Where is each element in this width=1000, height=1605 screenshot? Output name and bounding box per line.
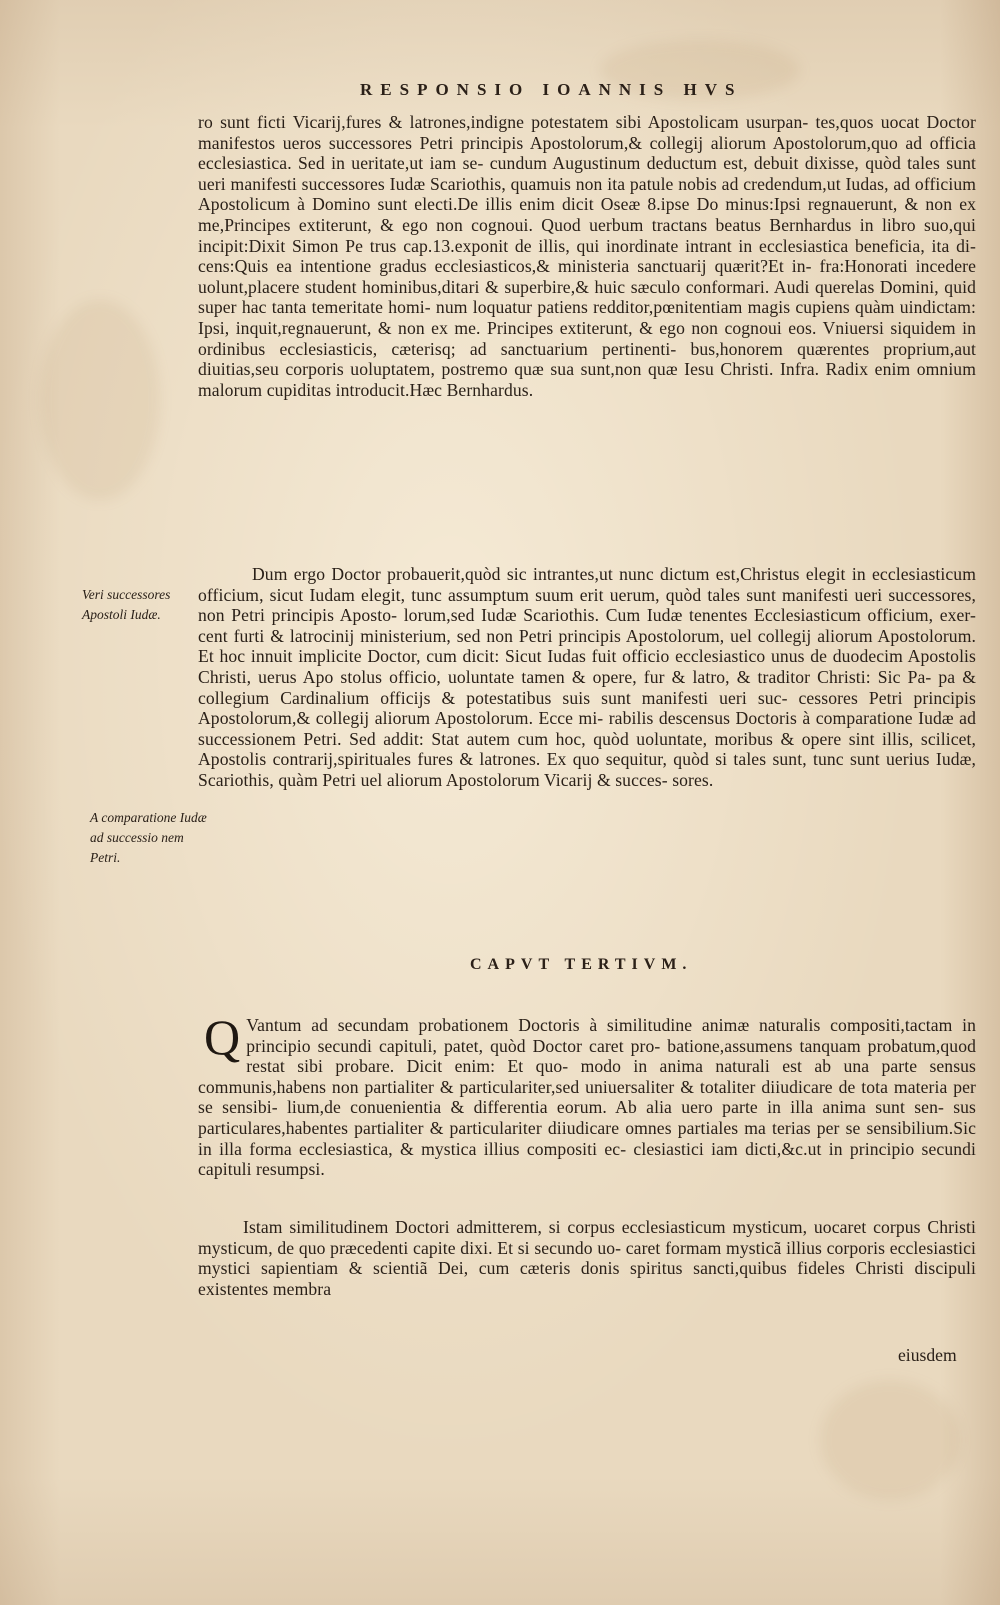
paragraph-text: Vantum ad secundam probationem Doctoris à similitudine animæ naturalis compositi,tactam in principio secundi capituli, patet, quòd Doctor caret pro- batione,assumens tanquam probatum,quod restat sibi probare. Dicit enim: Et quo- modo in anima naturali est ab una parte sensus communis,habens non partialiter & particulariter,sed uniuersaliter & totaliter diiudicare de tota materia per se sensibi- lium,de conuenientia & differentia eorum. Ab alia uero parte in illa anima sunt sen- sus particulares,habentes partialiter & particulariter diiudicare omnes partiales ma terias per se sensibilium.Sic in illa forma ecclesiastica, & mystica illius compositi ec- clesiastici iam dicti,&c.ut in principio secundi capituli resumpsi. xyxy=(198,1015,976,1180)
marginal-note-2: A comparatione Iudæ ad successio nem Petri. xyxy=(90,810,207,865)
running-head: RESPONSIO IOANNIS HVS xyxy=(360,80,743,99)
paragraph-4 xyxy=(198,1217,976,1299)
paragraph-3 xyxy=(198,1009,976,1180)
paragraph-text: ro sunt ficti Vicarij,fures & latrones,indigne potestatem sibi Apostolicam usurpan- tes,quos uocat Doctor manifestos ueros successores Petri principis Apostolorum,& collegij aliorum Apostolorum,quo ad officia ecclesiastica. Sed in ueritate,ut iam se- cundum Augustinum deductum est, debuit dixisse, quòd tales sunt ueri manifesti successores Iudæ Scariothis, quamuis non ita patule nobis ad credendum,ut Iudas, ad officium Apostolicum à Domino sunt electi.De illis enim dicit Oseæ 8.ipse Do minus:Ipsi regnauerunt, & non ex me,Principes extiterunt, & ego non cognoui. Quod uerbum tractans beatus Bernhardus in libro suo,qui incipit:Dixit Simon Pe trus cap.13.exponit de illis, qui inordinate intrant in ecclesiastica beneficia, ita di- cens:Quis ea intentione gradus ecclesiasticos,& ministeria sanctuarij quærit?Et in- fra:Honorati incedere uolunt,placere student hominibus,ditari & superbire,& huic sæculo conformari. Audi querelas Domini, quid super hac tanta temeritate homi- num loquatur patiens redditor,pœnitentiam magis cupiens quàm uindictam: Ipsi, inquit,regnauerunt, & non ex me. Principes extiterunt, & ego non cognoui eos. Vniuersi siquidem in ordinibus ecclesiasticis, cæterisq; ad sanctuarium pertinenti- bus,honorem quærentes proprium,aut diuitias,seu corporis uoluptatem, postremo quæ sua sunt,non quæ Iesu Christi. Infra. Radix enim omnium malorum cupiditas introducit.Hæc Bernhardus. xyxy=(198,112,976,400)
paper-stain xyxy=(820,1380,960,1500)
paragraph-text: Istam similitudinem Doctori admitterem, si corpus ecclesiasticum mysticum, uocaret corpus Christi mysticum, de quo præcedenti capite dixi. Et si secundo uo- caret formam mysticã illius corporis ecclesiastici mystici sapientiam & scientiã Dei, cum cæteris donis spiritus sancti,quibus fideles Christi discipuli existentes membra xyxy=(198,1217,976,1299)
catchword: eiusdem xyxy=(898,1345,957,1365)
paragraph-2 xyxy=(198,564,976,791)
marginal-note-1: Veri successores Apostoli Iudæ. xyxy=(82,587,171,622)
paragraph-1 xyxy=(198,112,976,400)
paper-stain xyxy=(40,300,160,500)
drop-initial: Q xyxy=(204,1009,241,1065)
paragraph-text: Dum ergo Doctor probauerit,quòd sic intrantes,ut nunc dictum est,Christus elegit in ecclesiasticum officium, sicut Iudam elegit, tunc assumptum suum erit uerum, quòd tales sunt manifesti ueri successores, non Petri principis Aposto- lorum,sed Iudæ Scariothis. Cum Iudæ tenentes Ecclesiasticum officium, exer- cent furti & latrocinij ministerium, sed non Petri principis Apostolorum, uel collegij aliorum Apostolorum. Et hoc innuit implicite Doctor, cum dicit: Sicut Iudas fuit officio ecclesiastico unus de duodecim Apostolis Christi, uerus Apo stolus officio, uoluntate tamen & opere, fur & latro, & traditor Christi: Sic Pa- pa & collegium Cardinalium officijs & potestatibus suis sunt manifesti ueri suc- cessores Petri principis Apostolorum,& collegij aliorum Apostolorum. Ecce mi- rabilis descensus Doctoris à comparatione Iudæ ad successionem Petri. Sed addit: Stat autem cum hoc, quòd uoluntate, moribus & opere sint illis, scilicet, Apostolis contrarij,spirituales fures & latrones. Ex quo sequitur, quòd si tales sunt, tunc sunt uerius Iudæ, Scariothis, quàm Petri uel aliorum Apostolorum Vicarij & succes- sores. xyxy=(198,564,976,790)
chapter-title: CAPVT TERTIVM. xyxy=(470,956,693,973)
